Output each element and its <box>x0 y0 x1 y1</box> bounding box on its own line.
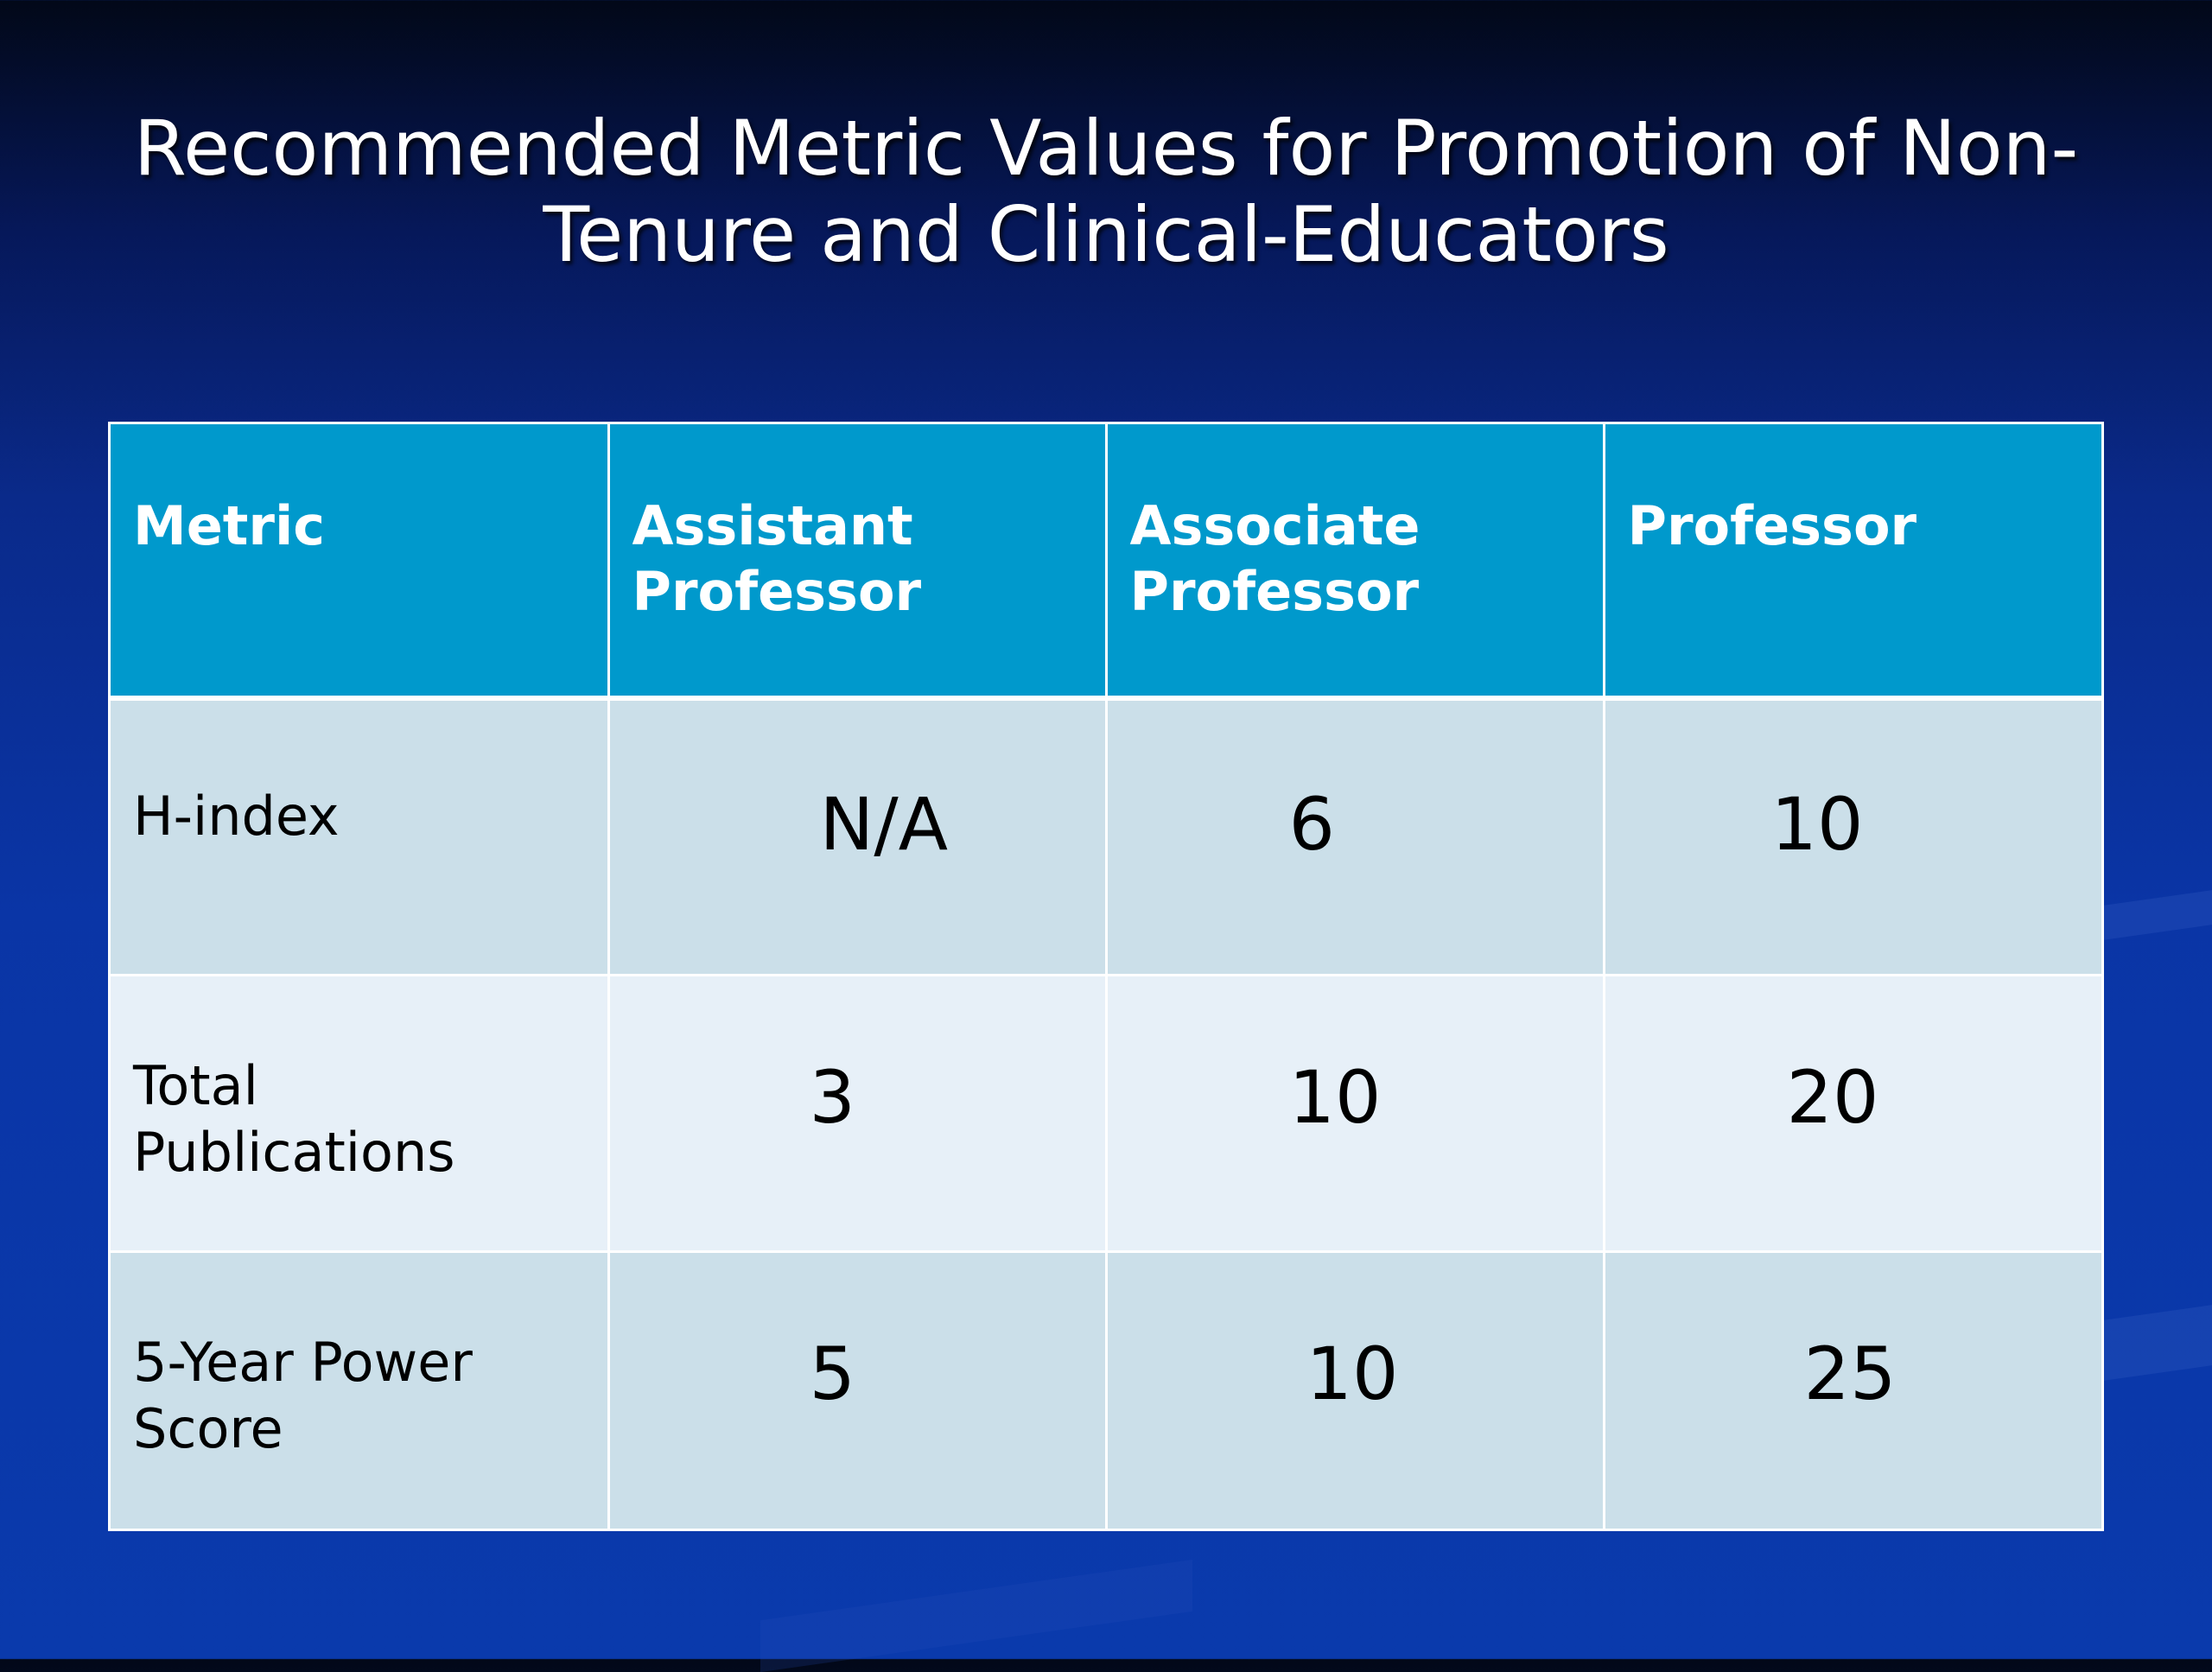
value-cell <box>608 698 1106 975</box>
value-text: N/A <box>819 782 949 867</box>
metrics-table <box>108 422 2104 1531</box>
value-cell <box>608 1252 1106 1529</box>
header-label: Professor <box>1627 494 1917 557</box>
value-text: 10 <box>1288 1054 1382 1140</box>
metric-label: H-index <box>133 785 340 848</box>
value-text: 10 <box>1770 782 1864 867</box>
value-cell <box>1106 1252 1604 1529</box>
metric-cell <box>111 1252 608 1529</box>
metric-cell <box>111 975 608 1251</box>
header-label: Assistant Professor <box>632 494 922 623</box>
value-text: 6 <box>1288 782 1335 867</box>
header-assistant-professor <box>608 424 1106 698</box>
value-cell <box>1106 975 1604 1251</box>
slide-title: Recommended Metric Values for Promotion of Non-Tenure and Clinical-Educators <box>133 104 2079 279</box>
value-cell <box>1106 698 1604 975</box>
background-streak <box>2091 890 2212 942</box>
metric-label: 5-Year Power Score <box>133 1331 473 1461</box>
value-cell <box>1604 1252 2101 1529</box>
table-row <box>111 975 2101 1251</box>
table-row <box>111 698 2101 975</box>
value-text: 25 <box>1803 1332 1897 1417</box>
value-text: 5 <box>809 1332 855 1417</box>
value-cell <box>1604 975 2101 1251</box>
metric-label: Total Publications <box>133 1053 455 1184</box>
header-label: Metric <box>133 494 325 557</box>
metric-cell <box>111 698 608 975</box>
table-header-row <box>111 424 2101 698</box>
header-associate-professor <box>1106 424 1604 698</box>
value-text: 10 <box>1306 1332 1399 1417</box>
background-streak <box>760 1560 1192 1672</box>
value-text: 3 <box>809 1054 855 1140</box>
header-label: Associate Professor <box>1129 494 1421 623</box>
table-row <box>111 1252 2101 1529</box>
header-metric <box>111 424 608 698</box>
header-professor <box>1604 424 2101 698</box>
background-streak <box>2091 1305 2212 1383</box>
value-text: 20 <box>1786 1054 1879 1140</box>
value-cell <box>1604 698 2101 975</box>
value-cell <box>608 975 1106 1251</box>
